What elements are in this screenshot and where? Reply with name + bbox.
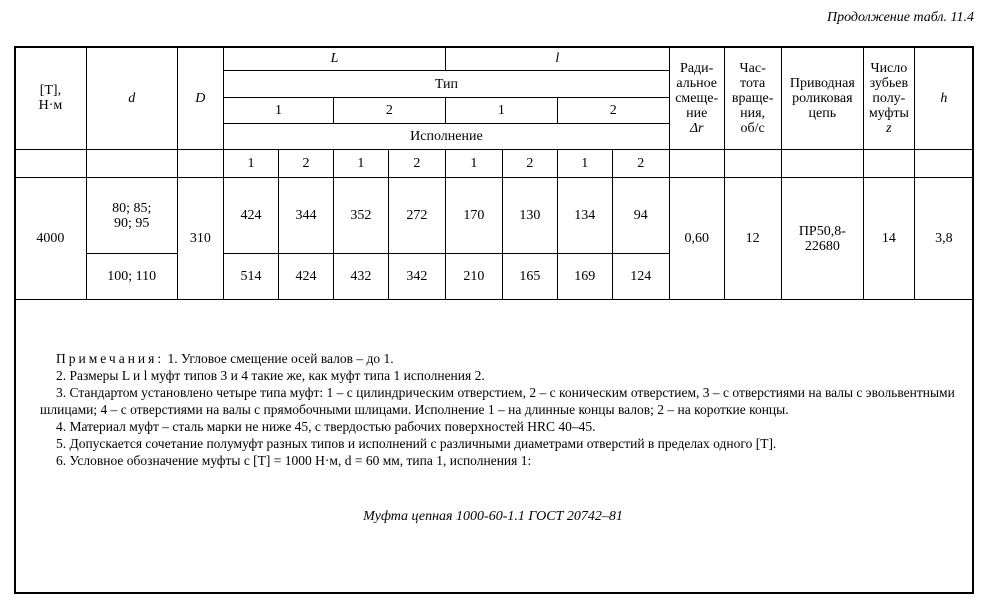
header-tip-value: 1 — [445, 98, 557, 124]
header-isp-value: 1 — [333, 150, 388, 178]
header-teeth-3: полу- — [872, 90, 906, 106]
header-ispolnenie: Исполнение — [224, 124, 670, 150]
note-2: 2. Размеры L и l муфт типов 3 и 4 такие же, как муфт типа 1 исполнения 2. — [56, 368, 485, 383]
cell-radial: 0,60 — [669, 178, 724, 300]
cell-value: 124 — [612, 254, 669, 300]
cell-value: 352 — [333, 178, 388, 254]
cell-value: 169 — [557, 254, 612, 300]
header-freq-1: Час- — [739, 60, 766, 76]
header-teeth — [864, 47, 915, 150]
header-radial-3: смеще- — [675, 90, 719, 106]
cell-d1 — [86, 178, 177, 254]
designation-example: Муфта цепная 1000-60-1.1 ГОСТ 20742–81 — [363, 509, 623, 524]
cell-value: 342 — [388, 254, 445, 300]
header-freq-4: ния, — [740, 105, 766, 121]
note-1 — [40, 350, 970, 367]
note-3: 3. Стандартом установлено четыре типа муфт: 1 – с цилиндрическим отверстием, 2 – с коническим отверстием, 3 – с отверстиями на валы с эвольвентными шлицами; 4 – с отверстиями на валы с прямобочными шлицами. Исполнение 1 – на длинные концы валов; 2 – на короткие концы. — [40, 385, 955, 417]
header-empty — [864, 150, 915, 178]
header-empty — [177, 150, 223, 178]
header-T-label: [T], — [39, 83, 62, 98]
table-caption: Продолжение табл. 11.4 — [826, 10, 974, 25]
cell-value: 134 — [557, 178, 612, 254]
header-L: L — [224, 47, 446, 71]
header-chain-1: Приводная — [789, 75, 855, 91]
header-teeth-1: Число — [870, 60, 908, 76]
cell-value: 94 — [612, 178, 669, 254]
cell-value: 514 — [224, 254, 279, 300]
header-teeth-5: z — [886, 120, 892, 136]
cell-value: 424 — [224, 178, 279, 254]
header-empty — [15, 150, 87, 178]
header-tip-value: 2 — [333, 98, 445, 124]
notes-block — [40, 350, 970, 469]
note-4: 4. Материал муфт – сталь марки не ниже 45, с твердостью рабочих поверхностей HRC 40–45. — [56, 419, 596, 434]
cell-value: 344 — [278, 178, 333, 254]
header-empty — [724, 150, 781, 178]
header-T — [15, 47, 87, 150]
header-teeth-2: зубьев — [869, 75, 909, 91]
cell-freq: 12 — [724, 178, 781, 300]
cell-value: 210 — [445, 254, 502, 300]
cell-value: 170 — [445, 178, 502, 254]
header-T-unit: Н·м — [38, 98, 63, 113]
cell-value: 432 — [333, 254, 388, 300]
header-freq-5: об/с — [740, 120, 765, 136]
cell-teeth: 14 — [864, 178, 915, 300]
spec-table — [14, 46, 974, 300]
header-isp-value: 1 — [445, 150, 502, 178]
cell-D: 310 — [177, 178, 223, 300]
cell-d1-line1: 80; 85; — [112, 200, 152, 216]
header-teeth-4: муфты — [868, 105, 909, 121]
header-freq — [724, 47, 781, 150]
note-6: 6. Условное обозначение муфты с [T] = 1000 Н·м, d = 60 мм, типа 1, исполнения 1: — [56, 453, 532, 468]
header-isp-value: 1 — [557, 150, 612, 178]
header-chain — [781, 47, 863, 150]
header-tip-value: 1 — [224, 98, 334, 124]
header-d: d — [86, 47, 177, 150]
cell-h: 3,8 — [914, 178, 973, 300]
header-freq-3: враще- — [731, 90, 774, 106]
header-empty — [86, 150, 177, 178]
cell-value: 272 — [388, 178, 445, 254]
header-radial-2: альное — [676, 75, 717, 91]
header-l: l — [445, 47, 669, 71]
notes-label: Примечания: — [56, 351, 165, 366]
cell-value: 165 — [502, 254, 557, 300]
header-empty — [914, 150, 973, 178]
note-5: 5. Допускается сочетание полумуфт разных типов и исполнений с различными диаметрами отверстий в пределах одного [T]. — [56, 436, 777, 451]
header-radial-5: Δr — [689, 120, 704, 136]
header-radial-4: ние — [686, 105, 708, 121]
header-tip-value: 2 — [557, 98, 669, 124]
note-1-text: 1. Угловое смещение осей валов – до 1. — [167, 351, 394, 366]
header-radial — [669, 47, 724, 150]
cell-value: 130 — [502, 178, 557, 254]
header-isp-value: 2 — [502, 150, 557, 178]
header-isp-value: 2 — [278, 150, 333, 178]
header-isp-value: 2 — [612, 150, 669, 178]
cell-chain: ПР50,8-22680 — [781, 178, 863, 300]
header-isp-value: 2 — [388, 150, 445, 178]
cell-value: 424 — [278, 254, 333, 300]
cell-d1-line2: 90; 95 — [114, 215, 150, 231]
header-tip: Тип — [224, 71, 670, 98]
header-chain-2: роликовая цепь — [792, 90, 853, 121]
cell-d2: 100; 110 — [86, 254, 177, 300]
header-D: D — [177, 47, 223, 150]
header-empty — [781, 150, 863, 178]
header-radial-1: Ради- — [680, 60, 714, 76]
header-freq-2: тота — [740, 75, 766, 91]
header-isp-value: 1 — [224, 150, 279, 178]
cell-T: 4000 — [15, 178, 87, 300]
header-h: h — [914, 47, 973, 150]
header-empty — [669, 150, 724, 178]
